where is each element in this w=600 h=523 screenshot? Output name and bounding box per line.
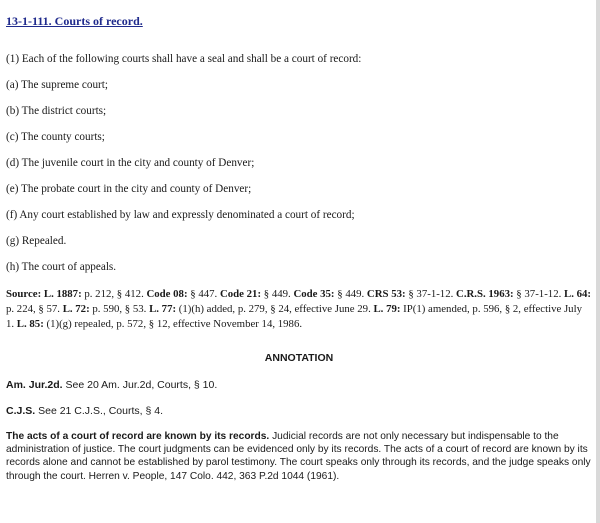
source-text-7: p. 590, § 53. bbox=[89, 303, 150, 315]
source-text-4: § 37-1-12. bbox=[405, 288, 457, 300]
statute-title[interactable]: 13-1-111. Courts of record. bbox=[6, 14, 143, 28]
source-text-3: § 449. bbox=[334, 288, 367, 300]
case-annotation bbox=[6, 430, 594, 483]
source-label-9: L. 79: bbox=[373, 303, 401, 315]
source-label-3: Code 35: bbox=[293, 288, 335, 300]
cjs-reference bbox=[6, 405, 163, 417]
statute-item-a: (a) The supreme court; bbox=[6, 79, 108, 91]
case-text: Judicial records are not only necessary but indispensable to the administration of justice. The court judgments can be evidenced only by its records. The acts of a court of record are known by its records alone and cannot be established by parol testimony. The court speaks only through its records, and the judge speaks only through the court. Herren v. People, 147 Colo. 442, 363 P.2d 1044 (1961). bbox=[6, 431, 591, 482]
source-label-8: L. 77: bbox=[149, 303, 177, 315]
source-text-1: § 447. bbox=[187, 288, 220, 300]
statute-item-d: (d) The juvenile court in the city and county of Denver; bbox=[6, 157, 255, 169]
am-jur-text: See 20 Am. Jur.2d, Courts, § 10. bbox=[62, 379, 218, 391]
cjs-label: C.J.S. bbox=[6, 405, 36, 417]
source-label-6: L. 64: bbox=[564, 288, 591, 300]
source-text-6: p. 224, § 57. bbox=[6, 303, 63, 315]
source-label-10: L. 85: bbox=[16, 318, 44, 330]
source-history bbox=[6, 287, 592, 332]
window-scroll-edge[interactable] bbox=[596, 0, 600, 523]
case-headline: The acts of a court of record are known by its records. bbox=[6, 431, 270, 442]
annotation-heading: ANNOTATION bbox=[264, 352, 334, 364]
source-text-2: § 449. bbox=[261, 288, 294, 300]
source-text-0: p. 212, § 412. bbox=[81, 288, 147, 300]
source-label-4: CRS 53: bbox=[366, 288, 406, 300]
source-label-2: Code 21: bbox=[219, 288, 262, 300]
statute-item-c: (c) The county courts; bbox=[6, 131, 105, 143]
statute-item-h: (h) The court of appeals. bbox=[6, 261, 117, 273]
cjs-text: See 21 C.J.S., Courts, § 4. bbox=[35, 405, 163, 417]
statute-item-f: (f) Any court established by law and expressly denominated a court of record; bbox=[6, 209, 355, 221]
statute-item-e: (e) The probate court in the city and county of Denver; bbox=[6, 183, 252, 195]
am-jur-label: Am. Jur.2d. bbox=[6, 379, 63, 391]
source-label-5: C.R.S. 1963: bbox=[456, 288, 514, 300]
source-text-5: § 37-1-12. bbox=[513, 288, 564, 300]
am-jur-reference bbox=[6, 379, 217, 391]
source-text-9: IP(1) amended, p. 596, § 2, effective July 1. bbox=[6, 303, 582, 330]
source-label-0: Source: L. 1887: bbox=[6, 288, 82, 300]
source-label-7: L. 72: bbox=[62, 303, 90, 315]
source-text-8: (1)(h) added, p. 279, § 24, effective June 29. bbox=[176, 303, 374, 315]
statute-item-g: (g) Repealed. bbox=[6, 235, 67, 247]
statute-item-b: (b) The district courts; bbox=[6, 105, 107, 117]
source-text-10: (1)(g) repealed, p. 572, § 12, effective November 14, 1986. bbox=[43, 318, 303, 330]
source-label-1: Code 08: bbox=[146, 288, 188, 300]
statute-intro: (1) Each of the following courts shall have a seal and shall be a court of record: bbox=[6, 53, 362, 65]
